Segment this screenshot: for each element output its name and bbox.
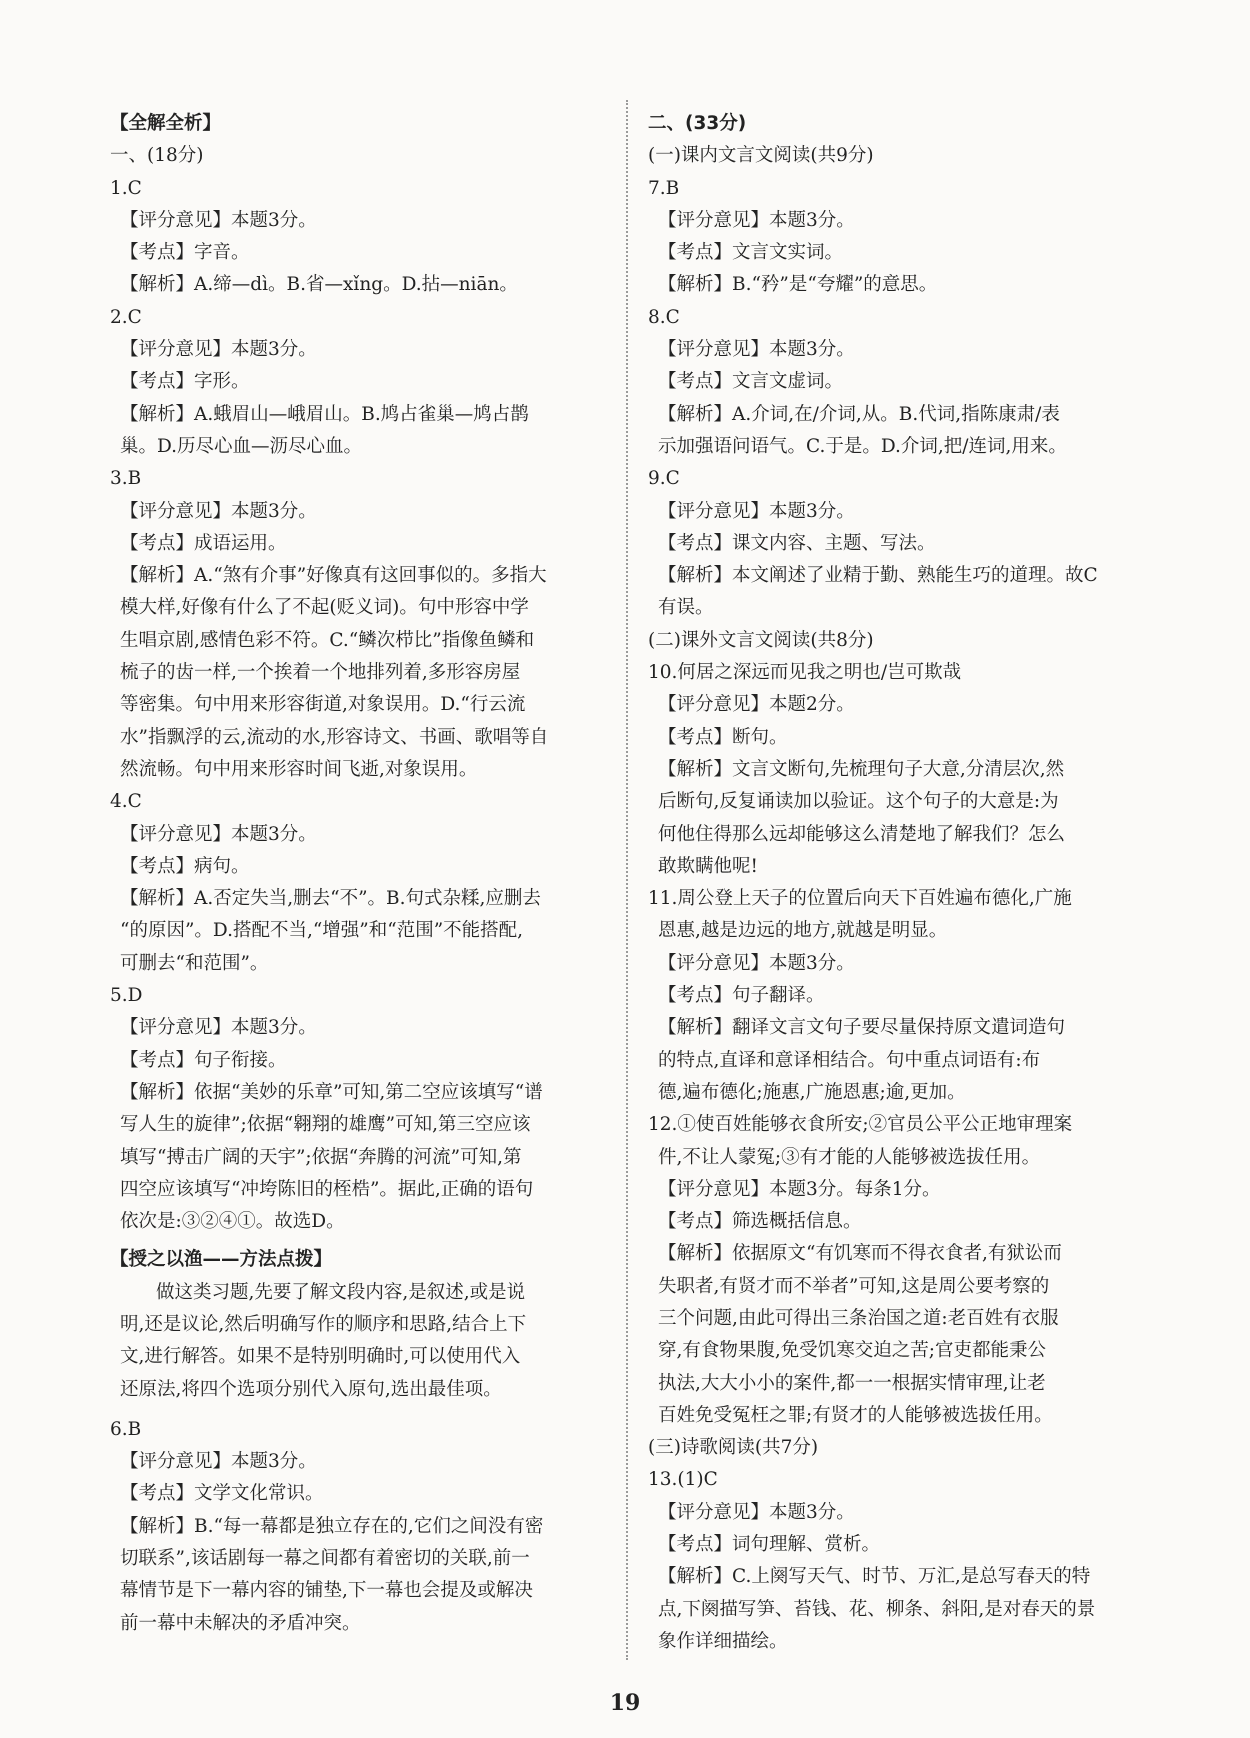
key-point: 【考点】文言文实词。 [658,242,844,264]
score-note: 【评分意见】本题2分。 [658,694,855,716]
question-number-cont: 件,不让人蒙冤;③有才能的人能够被选拔任用。 [658,1146,1041,1168]
question-block [648,1464,1168,1658]
question-number: 7.B [648,177,680,199]
score-note: 【评分意见】本题3分。 [658,500,855,522]
analysis-line: 百姓免受冤枉之罪;有贤才的人能够被选拔任用。 [658,1404,1053,1426]
question-number: 5.D [110,985,143,1007]
score-note: 【评分意见】本题3分。 [120,209,317,231]
analysis-line: 【解析】翻译文言文句子要尽量保持原文遣词造句 [658,1017,1066,1039]
key-point: 【考点】课文内容、主题、写法。 [658,532,936,554]
analysis-line: 【解析】C.上阕写天气、时节、万汇,是总写春天的特 [658,1566,1091,1588]
analysis-line: 示加强语问语气。C.于是。D.介词,把/连词,用来。 [658,435,1067,457]
tip-line: 明,还是议论,然后明确写作的顺序和思路,结合上下 [120,1313,527,1335]
score-note: 【评分意见】本题3分。 [658,209,855,231]
analysis-line: 【解析】A.介词,在/介词,从。B.代词,指陈康肃/表 [658,403,1060,425]
question-block [648,883,1168,1109]
analysis-line: 【解析】A.“煞有介事”好像真有这回事似的。多指大 [120,565,547,587]
section-heading: 一、(18分) [110,145,204,167]
question-number: 11.周公登上天子的位置后向天下百姓遍布德化,广施 [648,888,1072,910]
analysis-line: 然流畅。句中用来形容时间飞逝,对象误用。 [120,758,478,780]
analysis-line: 等密集。句中用来形容街道,对象误用。D.“行云流 [120,694,526,716]
question-block [648,1109,1168,1432]
score-note: 【评分意见】本题3分。 [658,1501,855,1523]
tip-line: 还原法,将四个选项分别代入原句,选出最佳项。 [120,1378,502,1400]
method-tip-box [110,1244,610,1405]
column-divider [626,100,628,1660]
score-note: 【评分意见】本题3分。 [120,339,317,361]
left-column [110,108,610,1640]
analysis-line: 依次是:③②④①。故选D。 [120,1211,345,1233]
score-note: 【评分意见】本题3分。每条1分。 [658,1178,941,1200]
analysis-line: 敢欺瞒他呢! [658,855,758,877]
section-heading: 二、(33分) [648,113,747,134]
analysis-line: 德,遍布德化;施惠,广施恩惠;逾,更加。 [658,1081,966,1103]
key-point: 【考点】病句。 [120,855,250,877]
score-note: 【评分意见】本题3分。 [658,952,855,974]
analysis-line: 执法,大大小小的案件,都一一根据实情审理,让老 [658,1372,1046,1394]
tip-line: 做这类习题,先要了解文段内容,是叙述,或是说 [156,1281,526,1303]
tip-line: 文,进行解答。如果不是特别明确时,可以使用代入 [120,1346,521,1368]
question-block [110,173,610,302]
question-number-cont: 恩惠,越是边远的地方,就越是明显。 [658,920,948,942]
analysis-line: 象作详细描绘。 [658,1630,788,1652]
analysis-line: 【解析】文言文断句,先梳理句子大意,分清层次,然 [658,758,1065,780]
right-column [648,108,1168,1658]
key-point: 【考点】成语运用。 [120,532,287,554]
key-point: 【考点】筛选概括信息。 [658,1211,862,1233]
key-point: 【考点】句子翻译。 [658,985,825,1007]
question-block [110,302,610,463]
question-number: 3.B [110,468,142,490]
question-number: 8.C [648,306,680,328]
analysis-line: 【解析】依据“美妙的乐章”可知,第二空应该填写“谱 [120,1081,543,1103]
analysis-line: 生唱京剧,感情色彩不符。C.“鳞次栉比”指像鱼鳞和 [120,629,535,651]
analysis-line: 模大样,好像有什么了不起(贬义词)。句中形容中学 [120,597,529,619]
question-block [110,786,610,980]
analysis-line: “的原因”。D.搭配不当,“增强”和“范围”不能搭配, [120,920,524,942]
subsection-heading: (三)诗歌阅读(共7分) [648,1437,819,1459]
analysis-line: 填写“搏击广阔的天宇”;依据“奔腾的河流”可知,第 [120,1146,522,1168]
tip-title: 【授之以渔——方法点拨】 [110,1249,333,1271]
score-note: 【评分意见】本题3分。 [120,1451,317,1473]
question-number: 6.B [110,1418,142,1440]
analysis-line: 何他住得那么远却能够这么清楚地了解我们？怎么 [658,823,1066,845]
question-number: 10.何居之深远而见我之明也/岂可欺哉 [648,662,962,684]
answer-header: 【全解全析】 [110,113,222,134]
page-number: 19 [609,1690,641,1716]
analysis-line: 有误。 [658,597,714,619]
question-block [648,463,1168,624]
subsection-heading: (二)课外文言文阅读(共8分) [648,629,874,651]
analysis-line: 点,下阕描写笋、苔钱、花、柳条、斜阳,是对春天的景 [658,1598,1096,1620]
analysis-line: 【解析】B.“每一幕都是独立存在的,它们之间没有密 [120,1515,544,1537]
analysis-line: 【解析】A.蛾眉山—峨眉山。B.鸠占雀巢—鸠占鹊 [120,403,529,425]
key-point: 【考点】断句。 [658,726,788,748]
analysis-line: 幕情节是下一幕内容的铺垫,下一幕也会提及或解决 [120,1580,533,1602]
question-number: 12.①使百姓能够衣食所安;②官员公平公正地审理案 [648,1114,1073,1136]
analysis-line: 【解析】B.“矜”是“夸耀”的意思。 [658,274,938,296]
key-point: 【考点】文言文虚词。 [658,371,844,393]
key-point: 【考点】词句理解、赏析。 [658,1534,881,1556]
key-point: 【考点】字形。 [120,371,250,393]
analysis-line: 【解析】A.否定失当,删去“不”。B.句式杂糅,应删去 [120,888,541,910]
analysis-line: 水”指飘浮的云,流动的水,形容诗文、书画、歌唱等自 [120,726,549,748]
analysis-line: 梳子的齿一样,一个挨着一个地排列着,多形容房屋 [120,662,521,684]
score-note: 【评分意见】本题3分。 [658,339,855,361]
question-number: 13.(1)C [648,1469,718,1491]
analysis-line: 后断句,反复诵读加以验证。这个句子的大意是:为 [658,791,1059,813]
analysis-line: 【解析】本文阐述了业精于勤、熟能生巧的道理。故C [658,565,1098,587]
question-block [110,463,610,786]
score-note: 【评分意见】本题3分。 [120,1017,317,1039]
analysis-line: 前一幕中未解决的矛盾冲突。 [120,1612,361,1634]
analysis-line: 三个问题,由此可得出三条治国之道:老百姓有衣服 [658,1307,1059,1329]
subsection-heading: (一)课内文言文阅读(共9分) [648,145,874,167]
question-number: 2.C [110,306,142,328]
analysis-line: 四空应该填写“冲垮陈旧的桎梏”。据此,正确的语句 [120,1178,534,1200]
analysis-line: 巢。D.历尽心血—沥尽心血。 [120,435,363,457]
key-point: 【考点】文学文化常识。 [120,1483,324,1505]
question-block [648,173,1168,302]
analysis-line: 的特点,直译和意译相结合。句中重点词语有:布 [658,1049,1041,1071]
question-number: 4.C [110,791,142,813]
question-block [648,657,1168,883]
key-point: 【考点】句子衔接。 [120,1049,287,1071]
analysis-line: 穿,有食物果腹,免受饥寒交迫之苦;官吏都能秉公 [658,1340,1046,1362]
question-number: 9.C [648,468,680,490]
question-block [110,1414,610,1640]
score-note: 【评分意见】本题3分。 [120,823,317,845]
analysis-line: 【解析】A.缔—dì。B.省—xǐng。D.拈—niān。 [120,274,518,296]
score-note: 【评分意见】本题3分。 [120,500,317,522]
analysis-line: 失职者,有贤才而不举者”可知,这是周公要考察的 [658,1275,1050,1297]
question-number: 1.C [110,177,142,199]
question-block [648,302,1168,463]
key-point: 【考点】字音。 [120,242,250,264]
analysis-line: 切联系”,该话剧每一幕之间都有着密切的关联,前一 [120,1548,530,1570]
analysis-line: 【解析】依据原文“有饥寒而不得衣食者,有狱讼而 [658,1243,1062,1265]
question-block [110,980,610,1238]
analysis-line: 可删去“和范围”。 [120,952,269,974]
analysis-line: 写人生的旋律”;依据“翱翔的雄鹰”可知,第三空应该 [120,1114,531,1136]
